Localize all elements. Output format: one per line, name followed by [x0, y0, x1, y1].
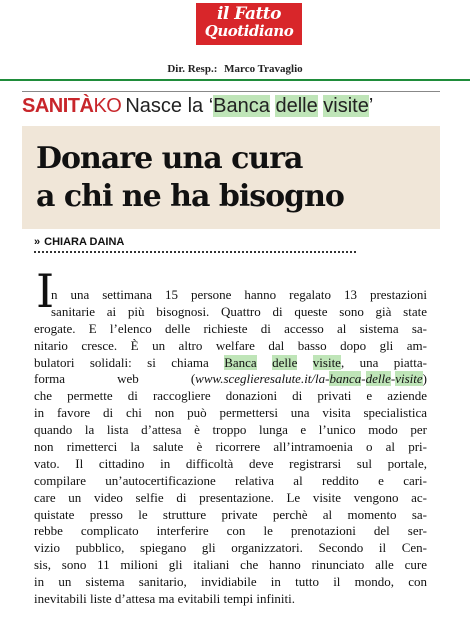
- article-line: non rimetterci la salute è ricorrere all’intramoenia o al pri-: [34, 439, 427, 455]
- director-name: Marco Travaglio: [224, 63, 303, 75]
- drop-cap: I: [36, 264, 55, 318]
- logo-line-2: Quotidiano: [204, 22, 294, 40]
- masthead-director: [0, 63, 470, 75]
- article-line: inevitabili liste d’attesa ma evitabili tempi infiniti.: [34, 591, 296, 607]
- article-line: erogate. E l’elenco delle richieste di accesso al sistema sa-: [34, 320, 427, 336]
- article-line: forma web (www.sceglieresalute.it/la-banca-delle-visite): [34, 371, 427, 387]
- article-line: vizio pubblico, spiegano gli organizzatori. Secondo il Cen-: [34, 540, 427, 556]
- article-line: sanitarie ai più bisognosi. Quattro di queste sono già state: [51, 303, 427, 319]
- article-line: quando la lista d’attesa è troppo lunga e l’unico modo per: [34, 422, 427, 438]
- article-line: care un video selfie di presentazione. Le visite vengono ac-: [34, 489, 427, 505]
- article-line: rebbe complicato interferire con le prenotazioni del ser-: [34, 523, 427, 539]
- topic-highlight-2: delle: [275, 95, 318, 117]
- article-line: compilare un’autocertificazione relativa al reddito e cari-: [34, 472, 427, 488]
- headline-line-1: Donare una cura: [36, 141, 303, 176]
- byline: [34, 236, 124, 248]
- website-url: www.sceglieresalute.it/la-banca-delle-visite: [195, 371, 423, 387]
- article-line: n una settimana 15 persone hanno regalato 13 prestazioni: [51, 287, 427, 302]
- topic-subtitle-post: ’: [368, 95, 374, 117]
- director-label: Dir. Resp.:: [167, 63, 218, 75]
- masthead-rule: [0, 79, 470, 81]
- byline-dotted-rule: [34, 251, 356, 253]
- headline: [36, 140, 344, 216]
- topic-highlight-1: Banca: [213, 95, 270, 117]
- article-line: in un sistema sanitario, invidiabile in tutto il mondo, con: [34, 574, 427, 590]
- article-line: quistate presso le strutture private perchè al momento sa-: [34, 506, 427, 522]
- author-name: CHIARA DAINA: [44, 236, 125, 248]
- highlight-delle: delle: [272, 354, 298, 370]
- topic-line: [22, 95, 373, 118]
- topic-rule: [22, 91, 440, 92]
- article-body: [34, 287, 427, 608]
- headline-line-2: a chi ne ha bisogno: [36, 179, 344, 214]
- section-label: SANITÀ: [22, 95, 94, 117]
- highlight-banca: Banca: [224, 354, 257, 370]
- article-line: sis, sono 11 milioni gli italiani che hanno rinunciato alle cure: [34, 557, 427, 573]
- article-line: in favore di chi non può permettersi una visita specialistica: [34, 405, 427, 421]
- topic-subtitle-pre: Nasce la ‘: [125, 95, 214, 117]
- article-line: nitario cresce. È un altro welfare dal basso dopo gli am-: [34, 337, 427, 353]
- article-line: che permette di raccogliere donazioni di privati e aziende: [34, 388, 427, 404]
- newspaper-logo: [196, 3, 302, 45]
- article-line: vato. Il cittadino in difficoltà deve registrarsi sul portale,: [34, 455, 427, 471]
- section-tag: KO: [93, 95, 122, 117]
- highlight-visite: visite: [312, 354, 341, 370]
- byline-arrow: »: [34, 236, 41, 248]
- article-line: bulatori solidali: si chiama Banca delle visite, una piatta-: [34, 354, 428, 370]
- logo-line-1: il Fatto: [216, 4, 282, 24]
- topic-highlight-3: visite: [323, 95, 369, 117]
